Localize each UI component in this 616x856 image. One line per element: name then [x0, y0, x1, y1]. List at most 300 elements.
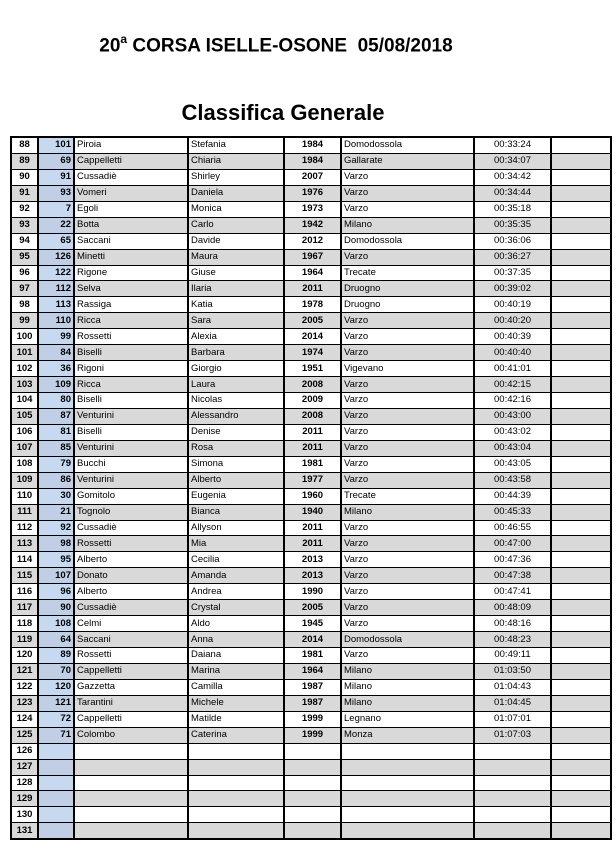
cell-notes: [551, 345, 611, 361]
cell-position: 100: [11, 329, 38, 345]
cell-year: 1984: [284, 137, 341, 153]
cell-bib: 81: [38, 424, 74, 440]
cell-surname: Selva: [74, 281, 188, 297]
cell-city: Varzo: [341, 568, 474, 584]
cell-time: 00:34:42: [474, 169, 551, 185]
cell-bib: 79: [38, 456, 74, 472]
cell-notes: [551, 552, 611, 568]
cell-notes: [551, 377, 611, 393]
cell-surname: Rigoni: [74, 361, 188, 377]
cell-position: 129: [11, 791, 38, 807]
table-row: [11, 472, 611, 488]
cell-bib: 86: [38, 472, 74, 488]
cell-position: 130: [11, 807, 38, 823]
cell-notes: [551, 616, 611, 632]
cell-first-name: Bianca: [188, 504, 284, 520]
cell-notes: [551, 568, 611, 584]
cell-position: 88: [11, 137, 38, 153]
cell-surname: [74, 775, 188, 791]
cell-city: [341, 775, 474, 791]
cell-bib: 89: [38, 648, 74, 664]
cell-bib: [38, 807, 74, 823]
cell-year: 1973: [284, 201, 341, 217]
cell-position: 124: [11, 711, 38, 727]
cell-surname: Colombo: [74, 727, 188, 743]
cell-first-name: Giuse: [188, 265, 284, 281]
cell-notes: [551, 201, 611, 217]
table-row: [11, 440, 611, 456]
cell-city: Varzo: [341, 201, 474, 217]
table-row: [11, 361, 611, 377]
table-row: [11, 313, 611, 329]
table-row: [11, 695, 611, 711]
results-table-body: [11, 137, 611, 839]
cell-surname: [74, 791, 188, 807]
cell-surname: Rassiga: [74, 297, 188, 313]
cell-bib: 65: [38, 233, 74, 249]
cell-year: 2013: [284, 552, 341, 568]
cell-notes: [551, 329, 611, 345]
cell-first-name: Sara: [188, 313, 284, 329]
table-row: [11, 807, 611, 823]
cell-notes: [551, 632, 611, 648]
cell-time: [474, 743, 551, 759]
cell-city: [341, 823, 474, 839]
cell-bib: 126: [38, 249, 74, 265]
cell-first-name: [188, 775, 284, 791]
table-row: [11, 552, 611, 568]
table-row: [11, 201, 611, 217]
cell-bib: [38, 775, 74, 791]
cell-year: 1987: [284, 695, 341, 711]
cell-year: 2009: [284, 393, 341, 409]
cell-first-name: Maura: [188, 249, 284, 265]
cell-bib: 90: [38, 600, 74, 616]
cell-notes: [551, 233, 611, 249]
cell-bib: 30: [38, 488, 74, 504]
cell-position: 105: [11, 408, 38, 424]
cell-notes: [551, 743, 611, 759]
cell-notes: [551, 648, 611, 664]
cell-time: 00:48:09: [474, 600, 551, 616]
table-row: [11, 233, 611, 249]
cell-first-name: Matilde: [188, 711, 284, 727]
cell-notes: [551, 663, 611, 679]
cell-first-name: Alberto: [188, 472, 284, 488]
table-row: [11, 329, 611, 345]
cell-city: Varzo: [341, 185, 474, 201]
cell-year: 1999: [284, 711, 341, 727]
race-title: [0, 33, 552, 57]
cell-year: 2008: [284, 408, 341, 424]
table-row: [11, 424, 611, 440]
cell-time: 00:44:39: [474, 488, 551, 504]
cell-position: 127: [11, 759, 38, 775]
cell-city: Milano: [341, 217, 474, 233]
cell-city: Varzo: [341, 313, 474, 329]
cell-surname: Tognolo: [74, 504, 188, 520]
cell-year: [284, 823, 341, 839]
cell-surname: Cappelletti: [74, 663, 188, 679]
cell-surname: [74, 823, 188, 839]
cell-position: 106: [11, 424, 38, 440]
cell-city: Varzo: [341, 393, 474, 409]
cell-position: 116: [11, 584, 38, 600]
cell-notes: [551, 711, 611, 727]
cell-first-name: Michele: [188, 695, 284, 711]
cell-year: 2005: [284, 600, 341, 616]
cell-surname: Tarantini: [74, 695, 188, 711]
cell-bib: 92: [38, 520, 74, 536]
race-title-superscript: a: [120, 32, 128, 46]
cell-surname: Biselli: [74, 345, 188, 361]
cell-bib: 36: [38, 361, 74, 377]
cell-first-name: Laura: [188, 377, 284, 393]
cell-city: Monza: [341, 727, 474, 743]
cell-city: Varzo: [341, 440, 474, 456]
cell-position: 125: [11, 727, 38, 743]
cell-surname: Rossetti: [74, 648, 188, 664]
table-row: [11, 520, 611, 536]
cell-bib: 121: [38, 695, 74, 711]
race-title-text: CORSA ISELLE-OSONE 05/08/2018: [127, 35, 453, 57]
cell-year: 2008: [284, 377, 341, 393]
cell-year: 1984: [284, 153, 341, 169]
cell-year: 1981: [284, 456, 341, 472]
cell-surname: Biselli: [74, 424, 188, 440]
table-row: [11, 377, 611, 393]
cell-time: 00:43:05: [474, 456, 551, 472]
cell-city: [341, 743, 474, 759]
cell-notes: [551, 313, 611, 329]
cell-time: 00:47:41: [474, 584, 551, 600]
cell-bib: [38, 759, 74, 775]
cell-first-name: Alessandro: [188, 408, 284, 424]
cell-city: Varzo: [341, 377, 474, 393]
cell-notes: [551, 249, 611, 265]
cell-bib: 72: [38, 711, 74, 727]
cell-position: 104: [11, 393, 38, 409]
cell-time: 00:43:04: [474, 440, 551, 456]
cell-position: 107: [11, 440, 38, 456]
cell-first-name: Chiaria: [188, 153, 284, 169]
cell-bib: [38, 743, 74, 759]
cell-time: 00:48:23: [474, 632, 551, 648]
table-row: [11, 584, 611, 600]
cell-bib: 99: [38, 329, 74, 345]
table-row: [11, 217, 611, 233]
cell-year: [284, 759, 341, 775]
cell-position: 109: [11, 472, 38, 488]
cell-time: 00:43:00: [474, 408, 551, 424]
cell-city: Druogno: [341, 297, 474, 313]
cell-position: 92: [11, 201, 38, 217]
cell-bib: 93: [38, 185, 74, 201]
cell-notes: [551, 584, 611, 600]
cell-first-name: [188, 807, 284, 823]
cell-time: [474, 759, 551, 775]
cell-bib: 122: [38, 265, 74, 281]
page-heading: Classifica Generale: [181, 100, 385, 125]
cell-position: 114: [11, 552, 38, 568]
cell-year: 2011: [284, 440, 341, 456]
cell-city: Trecate: [341, 488, 474, 504]
cell-first-name: [188, 791, 284, 807]
cell-position: 98: [11, 297, 38, 313]
table-row: [11, 185, 611, 201]
cell-position: 120: [11, 648, 38, 664]
cell-notes: [551, 137, 611, 153]
cell-position: 115: [11, 568, 38, 584]
cell-notes: [551, 153, 611, 169]
cell-year: 2014: [284, 329, 341, 345]
cell-position: 94: [11, 233, 38, 249]
cell-position: 96: [11, 265, 38, 281]
cell-time: 00:45:33: [474, 504, 551, 520]
cell-position: 102: [11, 361, 38, 377]
cell-first-name: Daiana: [188, 648, 284, 664]
cell-year: 1940: [284, 504, 341, 520]
cell-surname: [74, 743, 188, 759]
cell-bib: 91: [38, 169, 74, 185]
cell-first-name: Katia: [188, 297, 284, 313]
cell-notes: [551, 265, 611, 281]
table-row: [11, 456, 611, 472]
cell-bib: 87: [38, 408, 74, 424]
cell-surname: Alberto: [74, 552, 188, 568]
cell-city: Druogno: [341, 281, 474, 297]
table-row: [11, 727, 611, 743]
cell-time: 01:07:01: [474, 711, 551, 727]
cell-surname: Ricca: [74, 313, 188, 329]
cell-time: 00:34:07: [474, 153, 551, 169]
cell-surname: Cappelletti: [74, 153, 188, 169]
cell-notes: [551, 775, 611, 791]
cell-position: 131: [11, 823, 38, 839]
table-row: [11, 281, 611, 297]
cell-city: Varzo: [341, 584, 474, 600]
cell-surname: Venturini: [74, 408, 188, 424]
cell-year: 2007: [284, 169, 341, 185]
cell-position: 126: [11, 743, 38, 759]
cell-city: Domodossola: [341, 137, 474, 153]
cell-time: 00:35:18: [474, 201, 551, 217]
cell-position: 101: [11, 345, 38, 361]
cell-first-name: Stefania: [188, 137, 284, 153]
cell-city: Varzo: [341, 600, 474, 616]
cell-surname: Alberto: [74, 584, 188, 600]
cell-city: Domodossola: [341, 233, 474, 249]
cell-time: 00:39:02: [474, 281, 551, 297]
cell-notes: [551, 504, 611, 520]
cell-bib: 80: [38, 393, 74, 409]
cell-surname: Rossetti: [74, 536, 188, 552]
cell-surname: Minetti: [74, 249, 188, 265]
cell-first-name: Ilaria: [188, 281, 284, 297]
cell-surname: Cussadiè: [74, 520, 188, 536]
cell-position: 111: [11, 504, 38, 520]
cell-surname: Vomeri: [74, 185, 188, 201]
cell-time: 01:04:43: [474, 679, 551, 695]
cell-first-name: Eugenia: [188, 488, 284, 504]
cell-position: 99: [11, 313, 38, 329]
cell-position: 108: [11, 456, 38, 472]
cell-notes: [551, 297, 611, 313]
cell-bib: 84: [38, 345, 74, 361]
cell-year: [284, 791, 341, 807]
cell-year: 2014: [284, 632, 341, 648]
cell-surname: Ricca: [74, 377, 188, 393]
results-table: [10, 136, 612, 840]
cell-year: 2011: [284, 281, 341, 297]
cell-notes: [551, 393, 611, 409]
cell-bib: 98: [38, 536, 74, 552]
cell-time: [474, 823, 551, 839]
table-row: [11, 663, 611, 679]
table-row: [11, 536, 611, 552]
cell-year: [284, 775, 341, 791]
cell-first-name: Denise: [188, 424, 284, 440]
cell-first-name: [188, 823, 284, 839]
cell-time: 00:43:02: [474, 424, 551, 440]
cell-city: Trecate: [341, 265, 474, 281]
cell-position: 103: [11, 377, 38, 393]
table-row: [11, 616, 611, 632]
cell-position: 89: [11, 153, 38, 169]
cell-first-name: Camilla: [188, 679, 284, 695]
table-row: [11, 632, 611, 648]
cell-time: 00:41:01: [474, 361, 551, 377]
cell-notes: [551, 456, 611, 472]
cell-year: 2011: [284, 520, 341, 536]
cell-surname: Saccani: [74, 632, 188, 648]
cell-position: 122: [11, 679, 38, 695]
table-row: [11, 345, 611, 361]
cell-time: 01:07:03: [474, 727, 551, 743]
cell-notes: [551, 281, 611, 297]
cell-position: 112: [11, 520, 38, 536]
cell-bib: 112: [38, 281, 74, 297]
cell-time: 01:03:50: [474, 663, 551, 679]
cell-position: 121: [11, 663, 38, 679]
table-row: [11, 775, 611, 791]
cell-year: 1987: [284, 679, 341, 695]
cell-surname: Saccani: [74, 233, 188, 249]
cell-city: Varzo: [341, 456, 474, 472]
table-row: [11, 137, 611, 153]
cell-surname: Cussadiè: [74, 600, 188, 616]
cell-notes: [551, 185, 611, 201]
cell-first-name: Cecilia: [188, 552, 284, 568]
cell-city: Varzo: [341, 424, 474, 440]
cell-first-name: Shirley: [188, 169, 284, 185]
table-row: [11, 568, 611, 584]
cell-year: 2013: [284, 568, 341, 584]
cell-surname: Venturini: [74, 440, 188, 456]
cell-time: 00:47:36: [474, 552, 551, 568]
cell-city: Milano: [341, 695, 474, 711]
cell-bib: 96: [38, 584, 74, 600]
cell-year: 1999: [284, 727, 341, 743]
cell-year: 1951: [284, 361, 341, 377]
cell-first-name: [188, 759, 284, 775]
table-row: [11, 153, 611, 169]
table-row: [11, 679, 611, 695]
cell-first-name: Marina: [188, 663, 284, 679]
cell-notes: [551, 488, 611, 504]
cell-surname: Rigone: [74, 265, 188, 281]
cell-first-name: Giorgio: [188, 361, 284, 377]
cell-first-name: Simona: [188, 456, 284, 472]
cell-surname: Cussadiè: [74, 169, 188, 185]
cell-notes: [551, 791, 611, 807]
cell-first-name: Aldo: [188, 616, 284, 632]
cell-notes: [551, 759, 611, 775]
cell-city: Varzo: [341, 408, 474, 424]
cell-bib: 95: [38, 552, 74, 568]
cell-time: 00:42:15: [474, 377, 551, 393]
cell-notes: [551, 536, 611, 552]
cell-first-name: Davide: [188, 233, 284, 249]
cell-first-name: Monica: [188, 201, 284, 217]
table-row: [11, 265, 611, 281]
cell-first-name: Carlo: [188, 217, 284, 233]
cell-year: 2005: [284, 313, 341, 329]
cell-city: [341, 759, 474, 775]
cell-year: [284, 743, 341, 759]
cell-position: 113: [11, 536, 38, 552]
table-row: [11, 297, 611, 313]
table-row: [11, 408, 611, 424]
cell-city: [341, 807, 474, 823]
cell-time: 00:34:44: [474, 185, 551, 201]
cell-city: Gallarate: [341, 153, 474, 169]
cell-surname: [74, 807, 188, 823]
cell-year: 1978: [284, 297, 341, 313]
cell-notes: [551, 408, 611, 424]
cell-time: 00:46:55: [474, 520, 551, 536]
cell-first-name: Allyson: [188, 520, 284, 536]
cell-surname: Rossetti: [74, 329, 188, 345]
cell-notes: [551, 361, 611, 377]
cell-first-name: Anna: [188, 632, 284, 648]
cell-city: Varzo: [341, 520, 474, 536]
cell-bib: 109: [38, 377, 74, 393]
cell-position: 118: [11, 616, 38, 632]
cell-year: 1974: [284, 345, 341, 361]
cell-bib: 22: [38, 217, 74, 233]
cell-time: 01:04:45: [474, 695, 551, 711]
cell-year: 1976: [284, 185, 341, 201]
cell-city: Milano: [341, 679, 474, 695]
cell-surname: Cappelletti: [74, 711, 188, 727]
cell-position: 90: [11, 169, 38, 185]
cell-year: 2012: [284, 233, 341, 249]
cell-first-name: Rosa: [188, 440, 284, 456]
cell-city: Varzo: [341, 536, 474, 552]
cell-city: Varzo: [341, 169, 474, 185]
cell-time: [474, 807, 551, 823]
table-row: [11, 504, 611, 520]
table-row: [11, 823, 611, 839]
cell-bib: 101: [38, 137, 74, 153]
cell-notes: [551, 520, 611, 536]
cell-notes: [551, 169, 611, 185]
cell-city: Varzo: [341, 345, 474, 361]
cell-position: 117: [11, 600, 38, 616]
cell-year: 1964: [284, 265, 341, 281]
cell-first-name: Barbara: [188, 345, 284, 361]
